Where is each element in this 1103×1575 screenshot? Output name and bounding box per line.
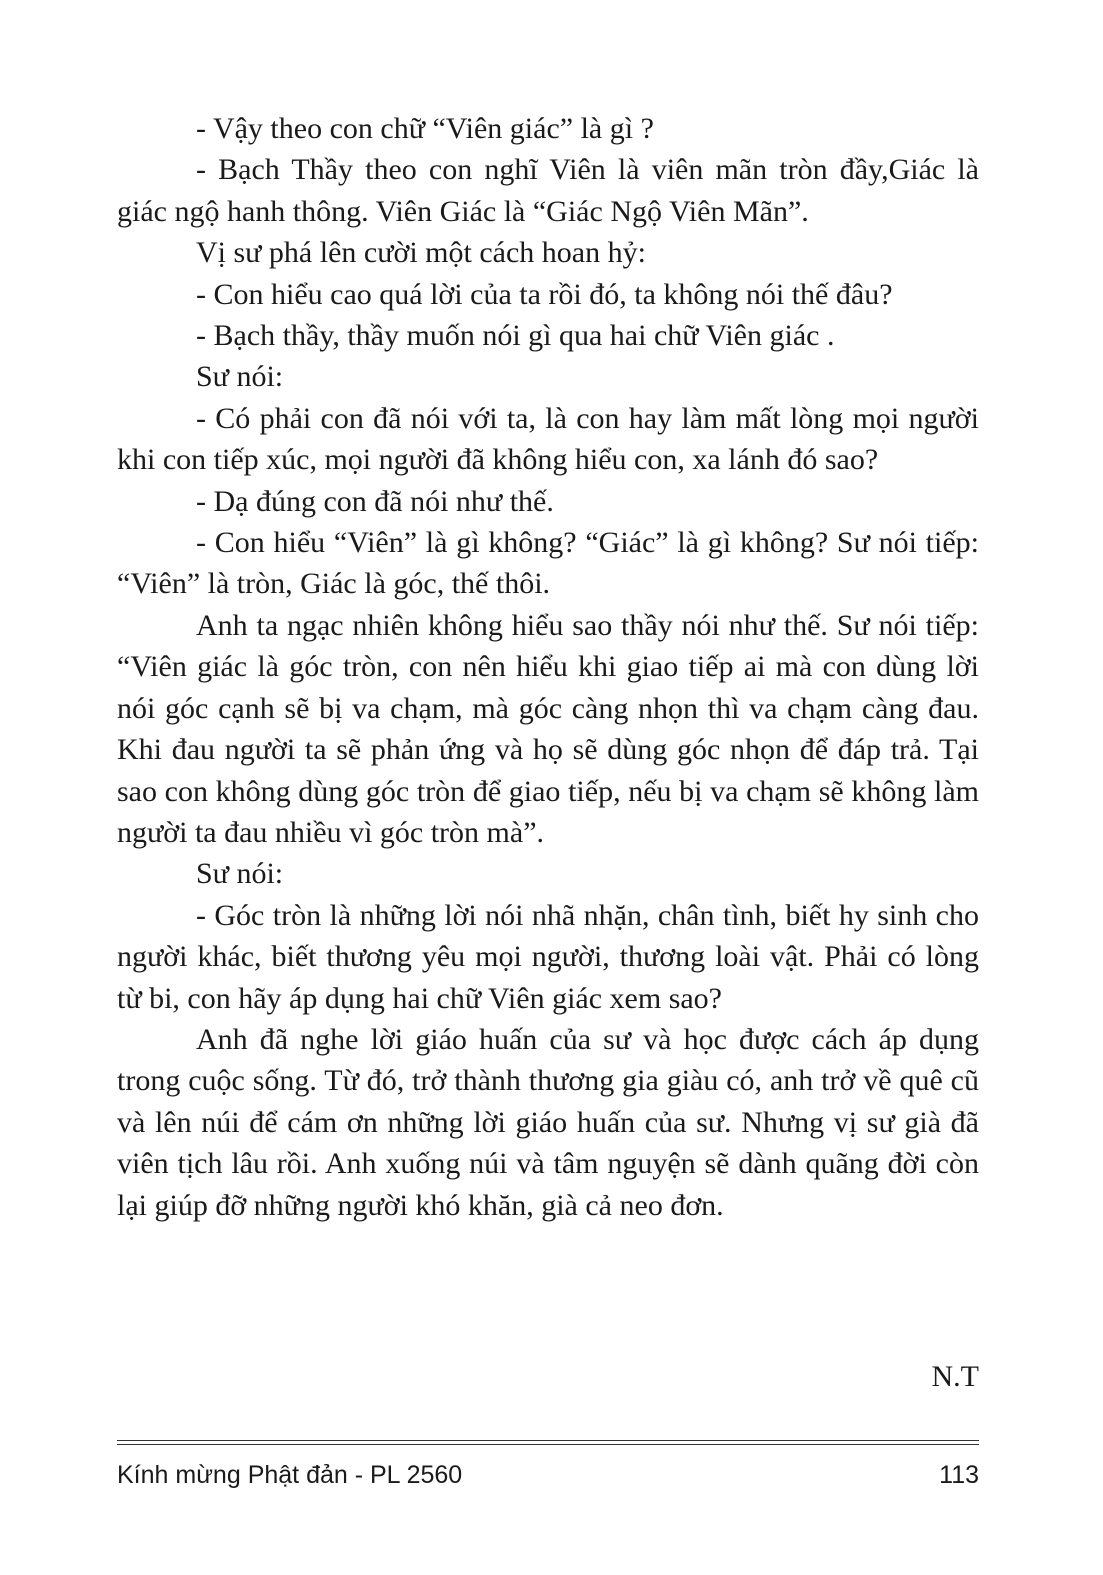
paragraph: - Bạch Thầy theo con nghĩ Viên là viên mãn tròn đầy,Giác là giác ngộ hanh thông. Viên Giác là “Giác Ngộ Viên Mãn”. (117, 153, 979, 228)
paragraph: - Dạ đúng con đã nói như thế. (196, 484, 554, 518)
author-signature: N.T (931, 1360, 979, 1393)
paragraph: Anh ta ngạc nhiên không hiểu sao thầy nói như thế. Sư nói tiếp: “Viên giác là góc tròn, con nên hiểu khi giao tiếp ai mà con dùng lời nói góc cạnh sẽ bị va chạm, mà góc càng nhọn thì va chạm càng đau. Khi đau người ta sẽ phản ứng và họ sẽ dùng góc nhọn để đáp trả. Tại sao con không dùng góc tròn để giao tiếp, nếu bị va chạm sẽ không làm người ta đau nhiều vì góc tròn mà”. (117, 608, 979, 849)
paragraph: Anh đã nghe lời giáo huấn của sư và học được cách áp dụng trong cuộc sống. Từ đó, trở thành thương gia giàu có, anh trở về quê cũ và lên núi để cám ơn những lời giáo huấn của sư. Nhưng vị sư già đã viên tịch lâu rồi. Anh xuống núi và tâm nguyện sẽ dành quãng đời còn lại giúp đỡ những người khó khăn, già cả neo đơn. (117, 1022, 979, 1222)
paragraph: - Bạch thầy, thầy muốn nói gì qua hai chữ Viên giác . (196, 319, 835, 353)
paragraph: - Vậy theo con chữ “Viên giác” là gì ? (196, 112, 654, 145)
paragraph: Sư nói: (196, 857, 284, 891)
footer-title: Kính mừng Phật đản - PL 2560 (117, 1461, 463, 1489)
paragraph: - Con hiểu cao quá lời của ta rồi đó, ta không nói thế đâu? (196, 277, 893, 311)
paragraph: Sư nói: (196, 360, 284, 394)
page-number: 113 (939, 1461, 979, 1489)
footer-divider (117, 1440, 979, 1445)
paragraph: - Con hiểu “Viên” là gì không? “Giác” là gì không? Sư nói tiếp: “Viên” là tròn, Giác là góc, thế thôi. (117, 526, 979, 601)
story-body (117, 108, 979, 1226)
paragraph: Vị sư phá lên cười một cách hoan hỷ: (196, 236, 646, 270)
paragraph: - Góc tròn là những lời nói nhã nhặn, chân tình, biết hy sinh cho người khác, biết thương yêu mọi người, thương loài vật. Phải có lòng từ bi, con hãy áp dụng hai chữ Viên giác xem sao? (117, 898, 979, 1015)
paragraph: - Có phải con đã nói với ta, là con hay làm mất lòng mọi người khi con tiếp xúc, mọi người đã không hiểu con, xa lánh đó sao? (117, 401, 979, 477)
